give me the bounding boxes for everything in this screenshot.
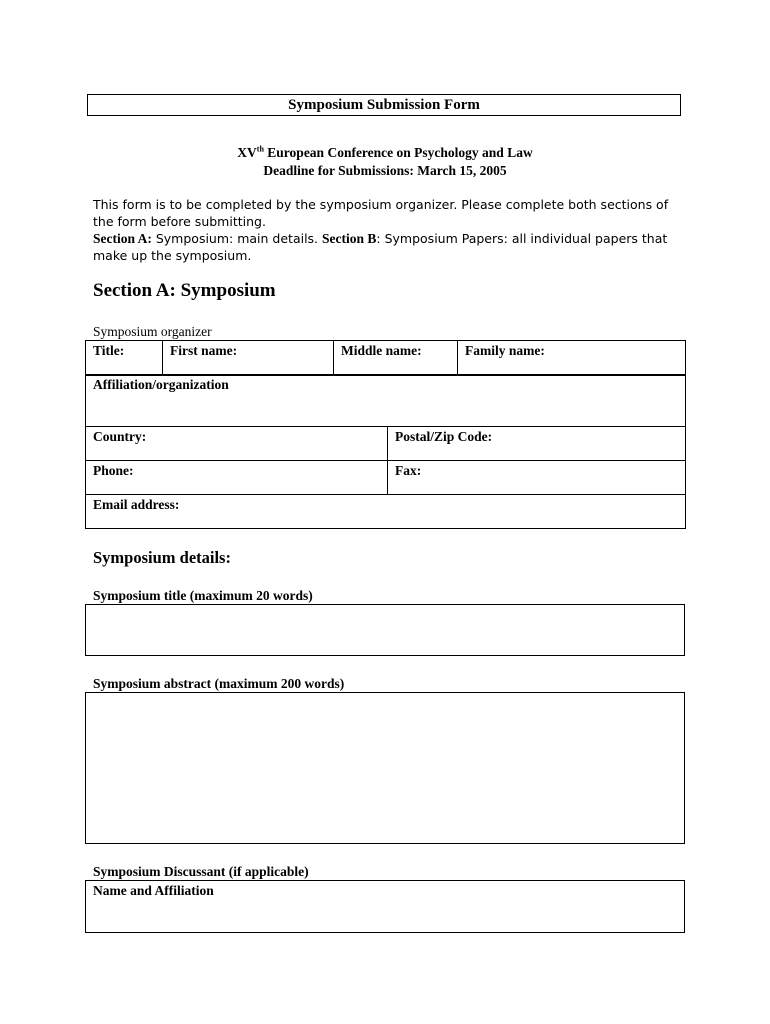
conference-edition-suffix: th bbox=[256, 144, 264, 154]
discussant-field[interactable] bbox=[85, 880, 685, 933]
form-title: Symposium Submission Form bbox=[87, 94, 681, 116]
details-heading: Symposium details: bbox=[93, 548, 231, 567]
organizer-details-table bbox=[85, 374, 685, 529]
symposium-title-label: Symposium title (maximum 20 words) bbox=[93, 588, 313, 603]
conference-name bbox=[0, 145, 770, 161]
first-name-field[interactable]: First name: bbox=[163, 341, 334, 376]
section-a-desc: Symposium: main details. bbox=[151, 231, 323, 246]
organizer-name-table bbox=[85, 340, 685, 376]
discussant-field-label: Name and Affiliation bbox=[93, 883, 214, 898]
intro-line: This form is to be completed by the symposium organizer. Please complete both sections of the form before submitting. bbox=[93, 197, 669, 229]
title-field[interactable]: Title: bbox=[86, 341, 163, 376]
intro-paragraph bbox=[93, 196, 683, 264]
email-field[interactable]: Email address: bbox=[86, 495, 686, 529]
phone-field[interactable]: Phone: bbox=[86, 461, 388, 495]
conference-title: European Conference on Psychology and Law bbox=[263, 145, 533, 160]
fax-field[interactable]: Fax: bbox=[388, 461, 686, 495]
discussant-label: Symposium Discussant (if applicable) bbox=[93, 864, 309, 879]
country-field[interactable]: Country: bbox=[86, 427, 388, 461]
symposium-abstract-label: Symposium abstract (maximum 200 words) bbox=[93, 676, 345, 691]
family-name-field[interactable]: Family name: bbox=[458, 341, 686, 376]
symposium-abstract-field[interactable] bbox=[85, 692, 685, 844]
section-a-heading: Section A: Symposium bbox=[93, 280, 276, 301]
symposium-title-field[interactable] bbox=[85, 604, 685, 656]
conference-edition: XV bbox=[237, 145, 257, 160]
section-b-label: Section B bbox=[322, 231, 377, 246]
section-b-desc: : Symposium Papers: all individual papers that make up the symposium. bbox=[93, 231, 668, 263]
postal-code-field[interactable]: Postal/Zip Code: bbox=[388, 427, 686, 461]
section-a-label: Section A: bbox=[93, 231, 152, 246]
middle-name-field[interactable]: Middle name: bbox=[334, 341, 458, 376]
affiliation-field[interactable]: Affiliation/organization bbox=[86, 375, 686, 427]
submission-deadline: Deadline for Submissions: March 15, 2005 bbox=[263, 163, 507, 178]
organizer-label: Symposium organizer bbox=[93, 324, 212, 339]
intro-sections bbox=[93, 230, 683, 264]
